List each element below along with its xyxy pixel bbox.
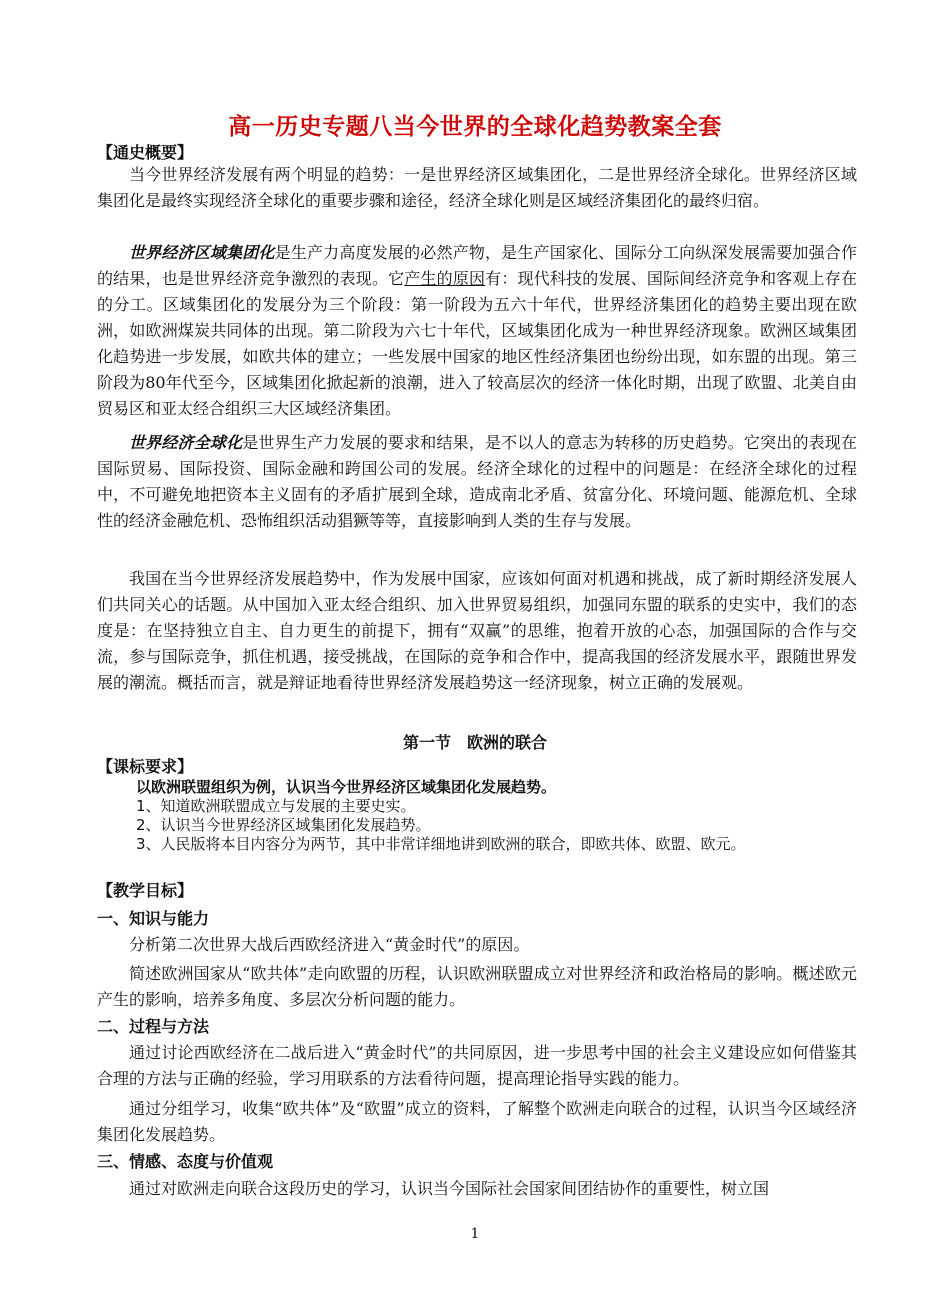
overview-paragraph-3 (97, 430, 857, 534)
standards-heading: 【课标要求】 (97, 757, 194, 776)
page-number: 1 (470, 1226, 480, 1242)
emphasis-globalization: 世界经济全球化 (129, 433, 243, 452)
overview-paragraph-2 (97, 240, 857, 422)
knowledge-paragraph-2: 简述欧洲国家从“欧共体”走向欧盟的历程，认识欧洲联盟成立对世界经济和政治格局的影响。概述欧元产生的影响，培养多角度、多层次分析问题的能力。 (97, 964, 857, 1009)
objectives-heading: 【教学目标】 (97, 881, 194, 900)
standards-list (136, 778, 896, 854)
standards-lead: 以欧洲联盟组织为例，认识当今世界经济区域集团化发展趋势。 (136, 778, 557, 796)
process-heading: 二、过程与方法 (97, 1017, 210, 1036)
overview-paragraph-4: 我国在当今世界经济发展趋势中，作为发展中国家，应该如何面对机遇和挑战，成了新时期经济发展人们共同关心的话题。从中国加入亚太经合组织、加入世界贸易组织，加强同东盟的联系的史实中，我们的态度是：在坚持独立自主、自力更生的前提下，拥有“双赢”的思维，抱着开放的心态，加强国际的合作与交流，参与国际竞争，抓住机遇，接受挑战，在国际的竞争和合作中，提高我国的经济发展水平，跟随世界发展的潮流。概括而言，就是辩证地看待世界经济发展趋势这一经济现象，树立正确的发展观。 (97, 569, 857, 692)
values-paragraph-1: 通过对欧洲走向联合这段历史的学习，认识当今国际社会国家间团结协作的重要性，树立国 (129, 1179, 770, 1198)
values-heading: 三、情感、态度与价值观 (97, 1152, 274, 1171)
p2-text-a: 是生产力高度发展的必然产物，是生产国家化、国际分工向纵深发展需要加强合作的结果，也是世界经济竞争激烈的表现。它 (97, 243, 857, 288)
standards-item: 2、认识当今世界经济区域集团化发展趋势。 (136, 816, 431, 834)
p2-text-b: 有：现代科技的发展、国际间经济竞争和客观上存在的分工。区域集团化的发展分为三个阶段：第一阶段为五六十年代，世界经济集团化的趋势主要出现在欧洲，如欧洲煤炭共同体的出现。第二阶段为六七十年代，区域集团化成为一种世界经济现象。欧洲区域集团化趋势进一步发展，如欧共体的建立；一些发展中国家的地区性经济集团也纷纷出现，如东盟的出现。第三阶段为80年代至今，区域集团化掀起新的浪潮，进入了较高层次的经济一体化时期，出现了欧盟、北美自由贸易区和亚太经合组织三大区域经济集团。 (97, 269, 857, 418)
process-paragraph-2: 通过分组学习，收集“欧共体”及“欧盟”成立的资料，了解整个欧洲走向联合的过程，认识当今区域经济集团化发展趋势。 (97, 1099, 857, 1144)
section-title: 第一节 欧洲的联合 (402, 733, 547, 752)
knowledge-heading: 一、知识与能力 (97, 909, 210, 928)
knowledge-paragraph-1: 分析第二次世界大战后西欧经济进入“黄金时代”的原因。 (129, 935, 530, 954)
overview-paragraph-1: 当今世界经济发展有两个明显的趋势：一是世界经济区域集团化，二是世界经济全球化。世界经济区域集团化是最终实现经济全球化的重要步骤和途径，经济全球化则是区域经济集团化的最终归宿。 (97, 165, 857, 210)
standards-item: 1、知道欧洲联盟成立与发展的主要史实。 (136, 797, 416, 815)
process-paragraph-1: 通过讨论西欧经济在二战后进入“黄金时代”的共同原因，进一步思考中国的社会主义建设应如何借鉴其合理的方法与正确的经验，学习用联系的方法看待问题，提高理论指导实践的能力。 (97, 1043, 857, 1088)
underlined-causes: 产生的原因 (404, 269, 486, 288)
emphasis-regionalization: 世界经济区域集团化 (129, 243, 275, 262)
overview-heading: 【通史概要】 (97, 143, 194, 162)
p3-text: 是世界生产力发展的要求和结果，是不以人的意志为转移的历史趋势。它突出的表现在国际贸易、国际投资、国际金融和跨国公司的发展。经济全球化的过程中的问题是：在经济全球化的过程中，不可避免地把资本主义固有的矛盾扩展到全球，造成南北矛盾、贫富分化、环境问题、能源危机、全球性的经济金融危机、恐怖组织活动猖獗等等，直接影响到人类的生存与发展。 (97, 433, 857, 530)
document-title: 高一历史专题八当今世界的全球化趋势教案全套 (228, 114, 722, 140)
standards-item: 3、人民版将本目内容分为两节，其中非常详细地讲到欧洲的联合，即欧共体、欧盟、欧元。 (136, 835, 746, 853)
